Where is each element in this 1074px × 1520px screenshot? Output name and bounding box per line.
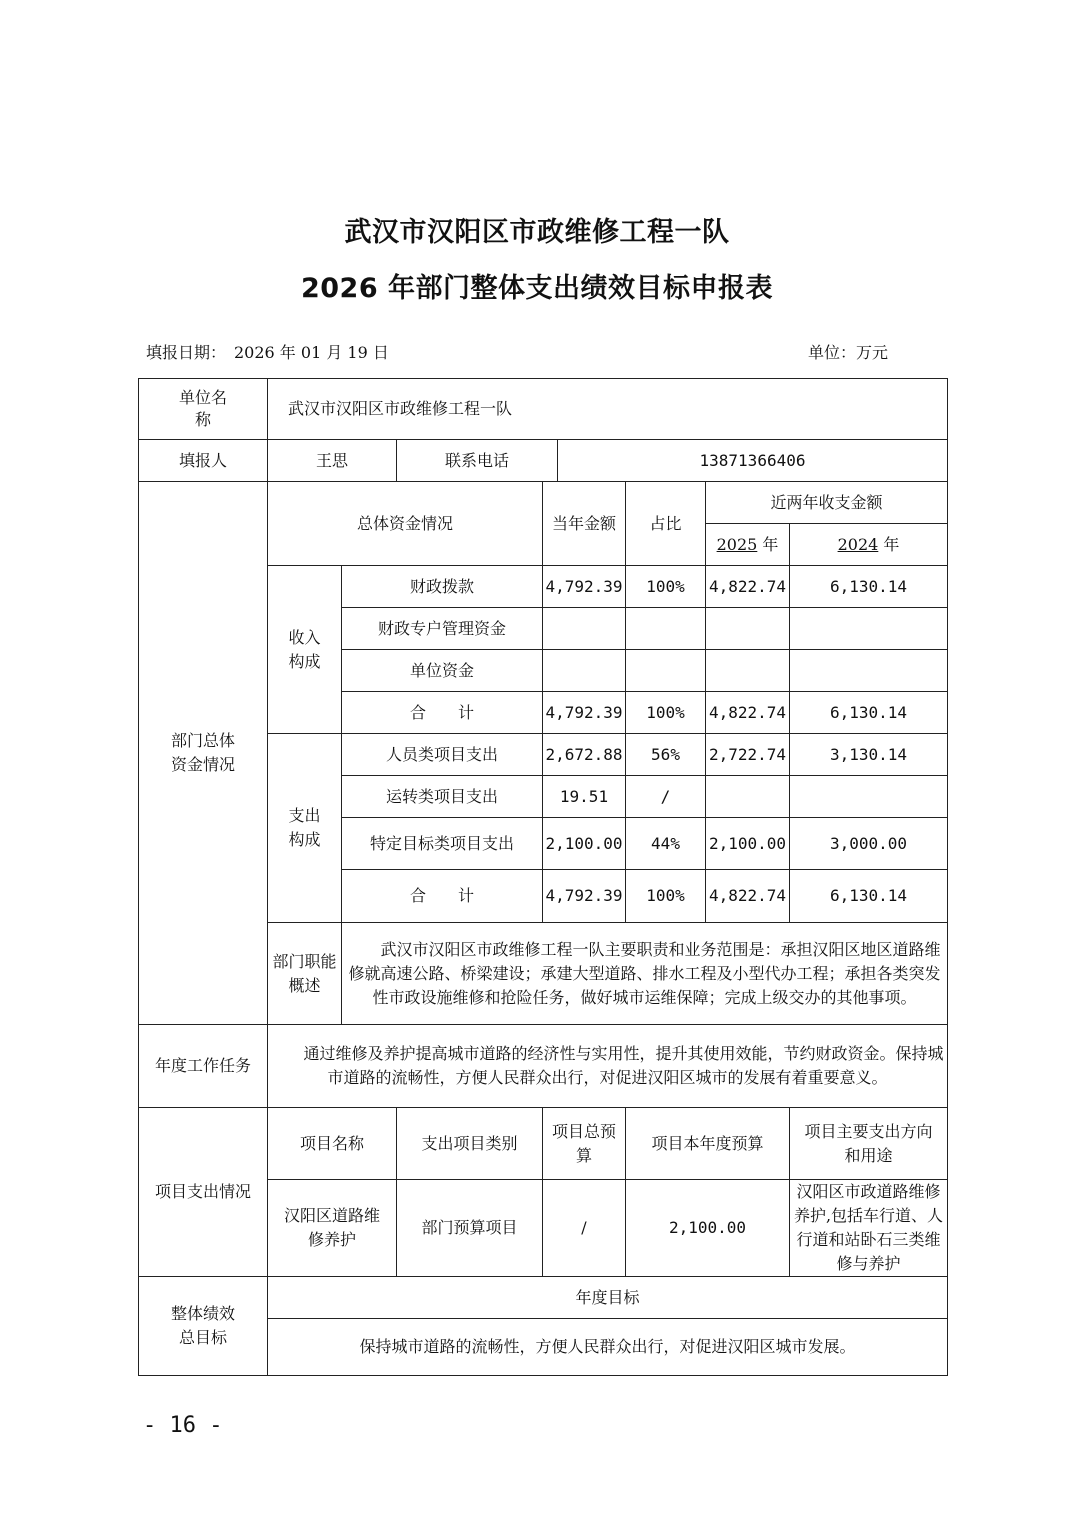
project-direction: 汉阳区市政道路维修养护,包括车行道、人行道和站卧石三类维修与养护 [790,1180,948,1277]
income-total-2025: 4,822.74 [706,692,790,734]
fill-date: 填报日期： 2026 年 01 月 19 日 [146,343,389,362]
dept-funds-label-text: 部门总体资金情况 [170,731,235,774]
phone-value: 13871366406 [558,440,948,482]
page-number: - 16 - [143,1413,223,1438]
year-2024-suffix: 年 [878,534,900,554]
filler-label: 填报人 [139,440,268,482]
expense-total-label: 合 计 [342,870,543,923]
annual-task-text: 通过维修及养护提高城市道路的经济性与实用性，提升其使用效能，节约财政资金。保持城市道路的流畅性，方便人民群众出行，对促进汉阳区城市的发展有着重要意义。 [268,1025,948,1108]
unit-name-value: 武汉市汉阳区市政维修工程一队 [268,379,948,440]
annual-goal-text: 保持城市道路的流畅性，方便人民群众出行，对促进汉阳区城市发展。 [268,1319,948,1376]
ratio-header: 占比 [626,482,706,566]
unit-name-row [139,379,948,440]
expense-ratio: 44% [626,818,706,870]
page-title-line-1: 武汉市汉阳区市政维修工程一队 [344,217,730,248]
expense-2025: 2,100.00 [706,818,790,870]
recent-two-years-header: 近两年收支金额 [706,482,948,524]
project-year-budget: 2,100.00 [626,1180,790,1277]
project-name-header: 项目名称 [268,1108,397,1180]
expense-total-ratio: 100% [626,870,706,923]
expense-current: 2,672.88 [543,734,626,776]
income-2024 [790,608,948,650]
expense-label [268,734,342,923]
page-title-line-2: 2026 年部门整体支出绩效目标申报表 [300,273,774,304]
overall-goal-label [139,1277,268,1376]
expense-ratio: 56% [626,734,706,776]
year-2025-suffix: 年 [757,534,779,554]
expense-current: 2,100.00 [543,818,626,870]
annual-task-label: 年度工作任务 [139,1025,268,1108]
project-expense-label: 项目支出情况 [139,1108,268,1277]
expense-ratio: / [626,776,706,818]
overall-goal-label-text: 整体绩效总目标 [170,1304,235,1347]
year-2025-header [706,524,790,566]
project-header-row [139,1108,948,1180]
expense-name: 特定目标类项目支出 [342,818,543,870]
year-2024-header [790,524,948,566]
duty-overview-label: 部门职能概述 [268,923,342,1025]
income-ratio [626,650,706,692]
expense-2025: 2,722.74 [706,734,790,776]
income-current: 4,792.39 [543,566,626,608]
income-2025 [706,650,790,692]
expense-2024: 3,130.14 [790,734,948,776]
year-2025-value: 2025 [716,534,758,554]
income-current [543,650,626,692]
expense-name: 人员类项目支出 [342,734,543,776]
year-2024-value: 2024 [837,534,879,554]
income-current [543,608,626,650]
total-budget-header [543,1108,626,1180]
project-category: 部门预算项目 [397,1180,543,1277]
expense-total-2025: 4,822.74 [706,870,790,923]
income-name: 财政拨款 [342,566,543,608]
project-total-budget: / [543,1180,626,1277]
income-2024 [790,650,948,692]
income-2024: 6,130.14 [790,566,948,608]
phone-label: 联系电话 [397,440,558,482]
unit-name-label: 单位名称 [139,379,268,440]
annual-task-row [139,1025,948,1108]
income-name: 财政专户管理资金 [342,608,543,650]
total-budget-header-text: 项目总预算 [551,1121,616,1165]
income-2025: 4,822.74 [706,566,790,608]
project-name: 汉阳区道路维修养护 [268,1180,397,1277]
income-name: 单位资金 [342,650,543,692]
year-budget-header: 项目本年度预算 [626,1108,790,1180]
expense-total-2024: 6,130.14 [790,870,948,923]
income-total-ratio: 100% [626,692,706,734]
expense-total-current: 4,792.39 [543,870,626,923]
filler-row [139,440,948,482]
income-ratio [626,608,706,650]
main-direction-header [790,1108,948,1180]
main-direction-header-text: 项目主要支出方向和用途 [804,1121,933,1165]
overall-funds-header: 总体资金情况 [268,482,543,566]
duty-overview-text: 武汉市汉阳区市政维修工程一队主要职责和业务范围是：承担汉阳区地区道路维修就高速公路、桥梁建设；承建大型道路、排水工程及小型代办工程；承担各类突发性市政设施维修和抢险任务，做好城市运维保障；完成上级交办的其他事项。 [342,923,948,1025]
current-amount-header: 当年金额 [543,482,626,566]
expense-2025 [706,776,790,818]
expense-current: 19.51 [543,776,626,818]
annual-goal-header: 年度目标 [268,1277,948,1319]
expense-category-header: 支出项目类别 [397,1108,543,1180]
income-label-text: 收入构成 [288,627,321,671]
performance-form-table [138,378,948,1376]
expense-name: 运转类项目支出 [342,776,543,818]
income-2025 [706,608,790,650]
expense-2024: 3,000.00 [790,818,948,870]
dept-funds-label [139,482,268,1025]
currency-unit: 单位：万元 [808,343,889,362]
income-total-current: 4,792.39 [543,692,626,734]
filler-value: 王思 [268,440,397,482]
funds-header-row-1 [139,482,948,524]
income-total-2024: 6,130.14 [790,692,948,734]
income-ratio: 100% [626,566,706,608]
expense-2024 [790,776,948,818]
expense-label-text: 支出构成 [288,806,321,849]
goal-header-row [139,1277,948,1319]
income-label [268,566,342,734]
income-total-label: 合 计 [342,692,543,734]
